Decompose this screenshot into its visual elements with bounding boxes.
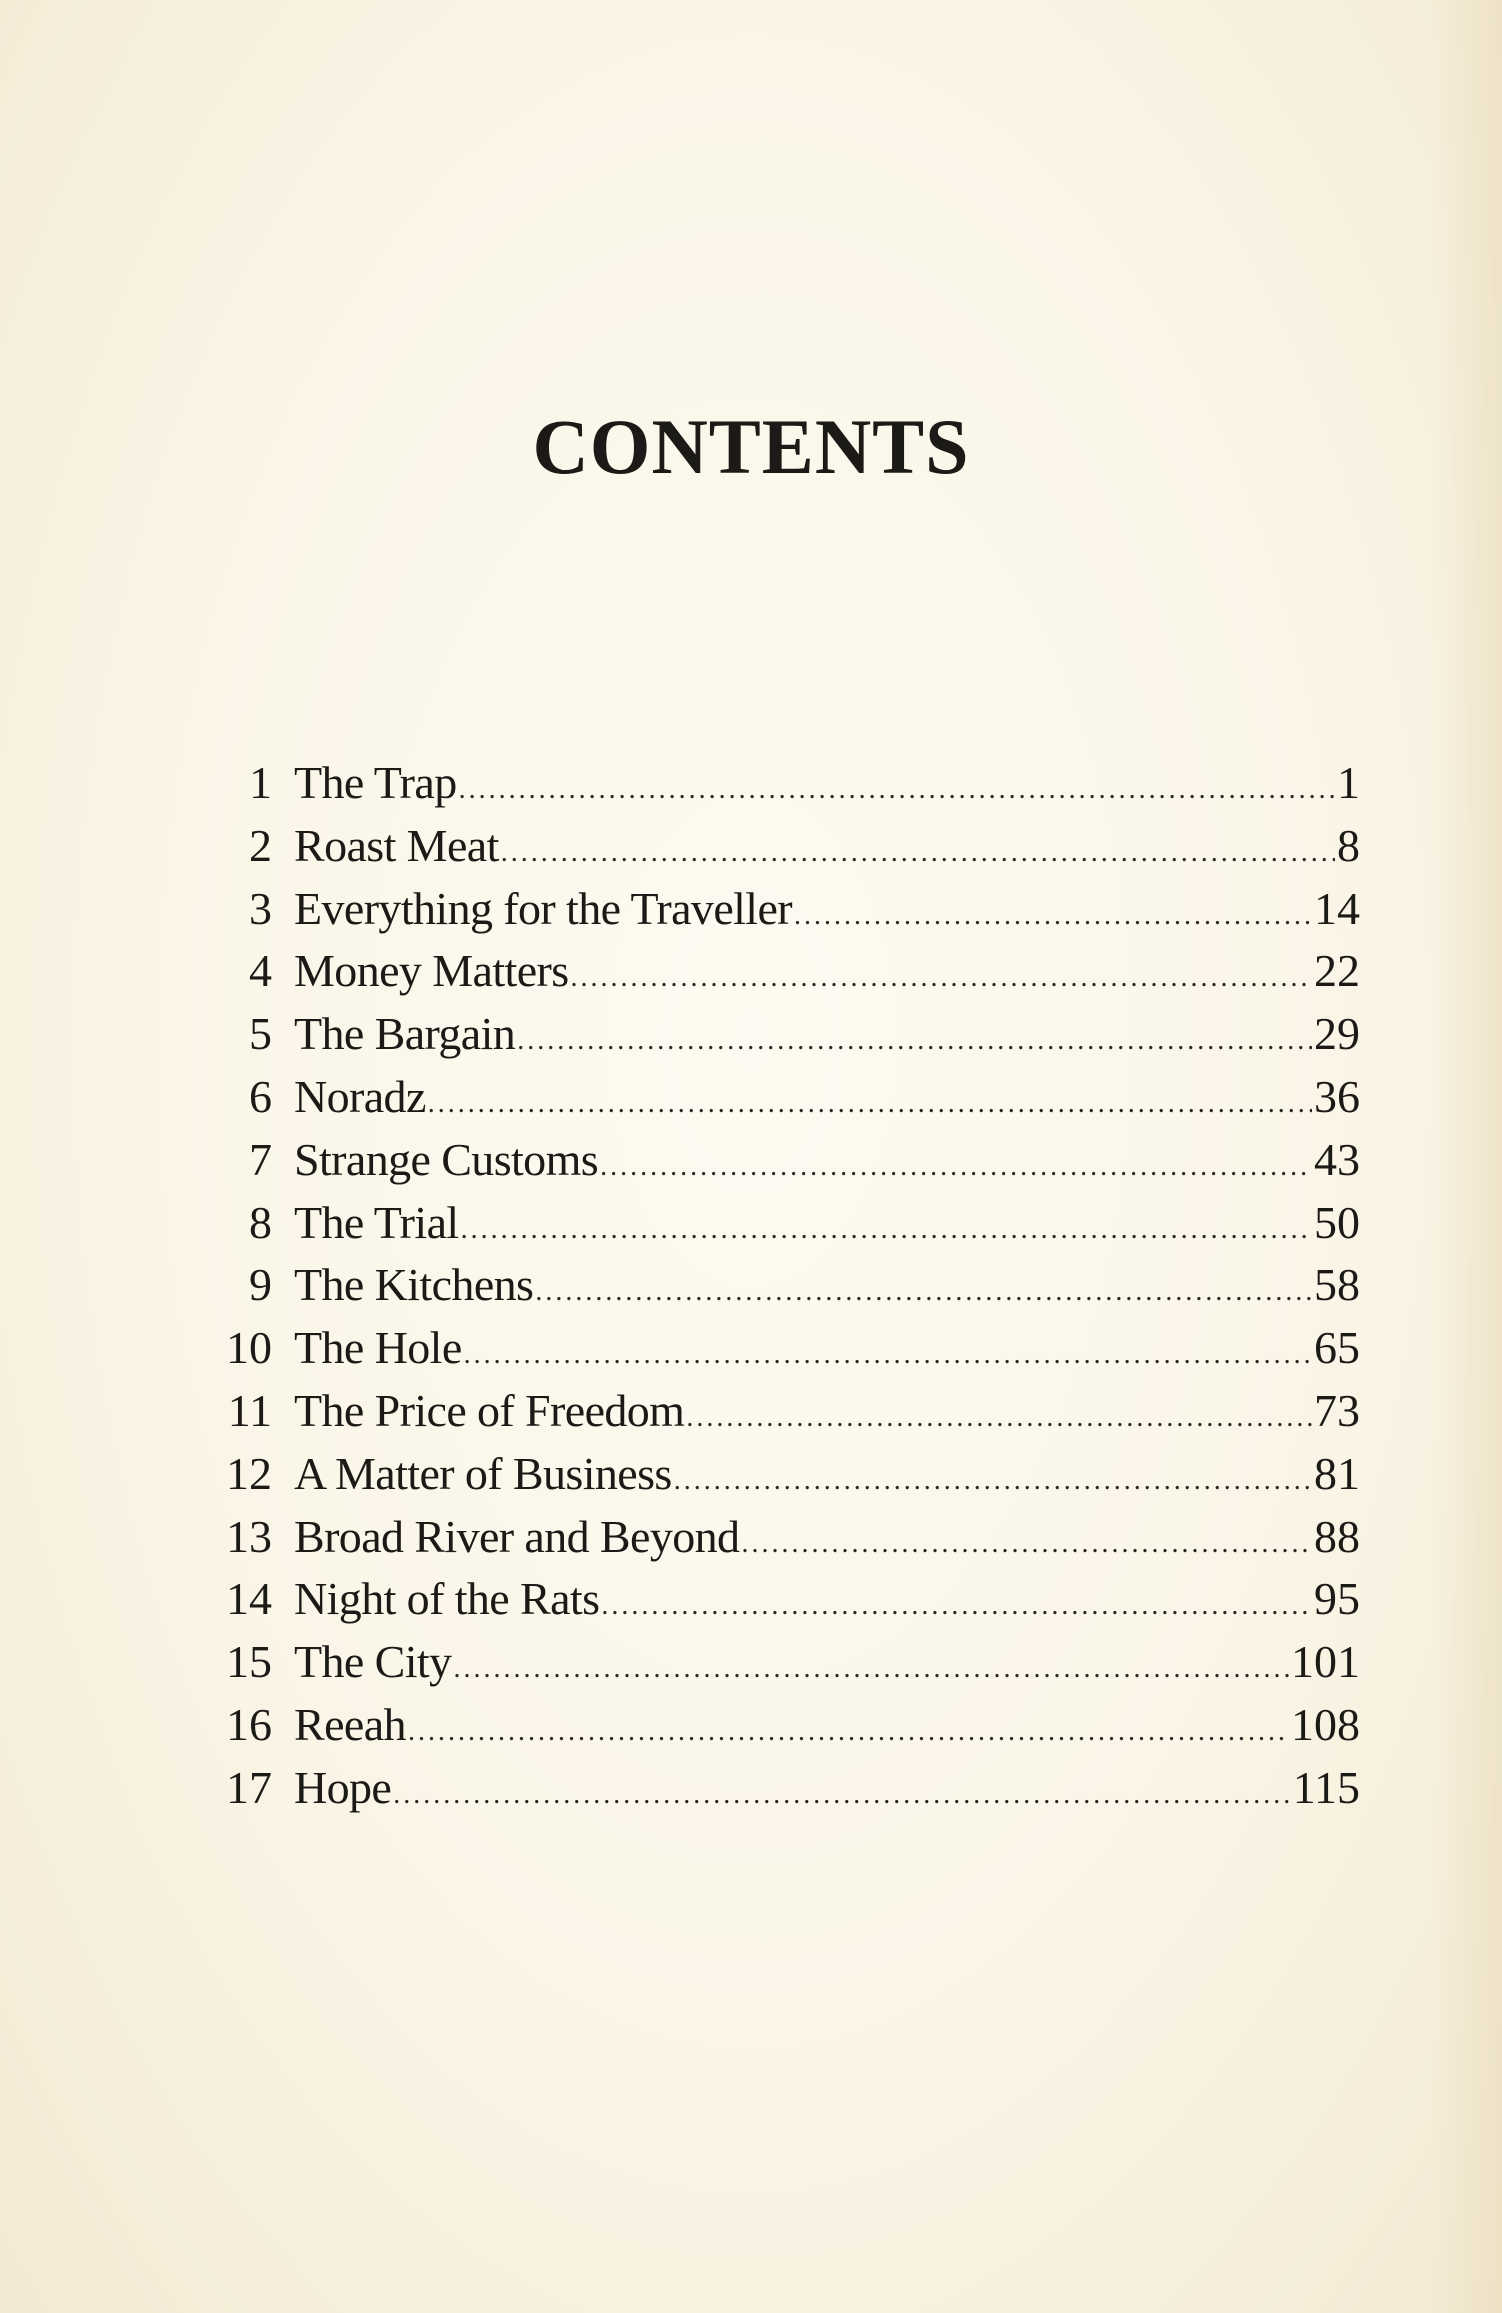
- toc-entry: [190, 1066, 1360, 1129]
- dot-leader: [535, 1261, 1312, 1324]
- toc-entry: [190, 1317, 1360, 1380]
- table-of-contents: [190, 752, 1360, 1820]
- chapter-number: 3: [249, 882, 272, 934]
- chapter-page-number: 65: [1314, 1322, 1360, 1374]
- chapter-title: The Trap: [294, 757, 457, 808]
- chapter-title: Money Matters: [294, 945, 569, 997]
- toc-entry: [190, 1192, 1360, 1255]
- dot-leader: [453, 1638, 1289, 1701]
- chapter-page-number: 50: [1314, 1196, 1360, 1248]
- chapter-title: Strange Customs: [294, 1133, 599, 1185]
- chapter-title: Night of the Rats: [294, 1573, 600, 1625]
- toc-entry: [190, 1254, 1360, 1317]
- chapter-title: Hope: [294, 1761, 392, 1813]
- dot-leader: [464, 1324, 1312, 1387]
- chapter-page-number: 108: [1291, 1698, 1360, 1750]
- dot-leader: [459, 759, 1335, 822]
- chapter-number: 13: [226, 1510, 272, 1562]
- chapter-page-number: 95: [1314, 1573, 1360, 1625]
- chapter-title: The Hole: [294, 1322, 462, 1374]
- chapter-page-number: 14: [1314, 882, 1360, 934]
- chapter-page-number: 36: [1314, 1070, 1360, 1122]
- toc-entry: [190, 878, 1360, 941]
- toc-entry: [190, 1380, 1360, 1443]
- dot-leader: [461, 1199, 1312, 1262]
- chapter-number: 16: [226, 1698, 272, 1750]
- chapter-number: 6: [249, 1070, 272, 1122]
- chapter-number: 7: [249, 1133, 272, 1185]
- chapter-page-number: 1: [1337, 757, 1360, 808]
- chapter-title: The City: [294, 1636, 452, 1688]
- chapter-title: Noradz: [294, 1070, 426, 1122]
- chapter-number: 2: [249, 819, 272, 871]
- toc-entry: [190, 1506, 1360, 1569]
- toc-entry: [190, 1631, 1360, 1694]
- chapter-number: 17: [226, 1761, 272, 1813]
- toc-entry: [190, 940, 1360, 1003]
- chapter-number: 1: [249, 757, 272, 808]
- chapter-page-number: 43: [1314, 1133, 1360, 1185]
- chapter-number: 10: [226, 1322, 272, 1374]
- chapter-page-number: 22: [1314, 945, 1360, 997]
- chapter-number: 5: [249, 1008, 272, 1060]
- dot-leader: [600, 1136, 1312, 1199]
- chapter-number: 4: [249, 945, 272, 997]
- chapter-number: 9: [249, 1259, 272, 1311]
- dot-leader: [794, 885, 1312, 948]
- chapter-title: Reeah: [294, 1698, 406, 1750]
- chapter-page-number: 115: [1292, 1761, 1360, 1813]
- chapter-title: The Trial: [294, 1196, 459, 1248]
- toc-entry: [190, 1003, 1360, 1066]
- chapter-number: 12: [226, 1447, 272, 1499]
- toc-entry: [190, 1443, 1360, 1506]
- dot-leader: [571, 947, 1312, 1010]
- chapter-number: 15: [226, 1636, 272, 1688]
- chapter-title: The Kitchens: [294, 1259, 534, 1311]
- dot-leader: [741, 1513, 1312, 1576]
- dot-leader: [686, 1387, 1312, 1450]
- toc-entry: [190, 1757, 1360, 1820]
- chapter-number: 11: [227, 1384, 272, 1436]
- chapter-page-number: 88: [1314, 1510, 1360, 1562]
- dot-leader: [601, 1575, 1312, 1638]
- toc-entry: [190, 1568, 1360, 1631]
- chapter-page-number: 8: [1337, 819, 1360, 871]
- dot-leader: [428, 1073, 1312, 1136]
- dot-leader: [517, 1010, 1312, 1073]
- chapter-number: 8: [249, 1196, 272, 1248]
- dot-leader: [501, 822, 1335, 885]
- page-edge-shadow: [1432, 0, 1502, 2313]
- chapter-title: Broad River and Beyond: [294, 1510, 740, 1562]
- toc-entry: [190, 752, 1360, 815]
- toc-entry: [190, 815, 1360, 878]
- chapter-title: Everything for the Traveller: [294, 882, 793, 934]
- chapter-title: Roast Meat: [294, 819, 499, 871]
- chapter-title: A Matter of Business: [294, 1447, 672, 1499]
- chapter-title: The Price of Freedom: [294, 1384, 685, 1436]
- dot-leader: [674, 1450, 1312, 1513]
- chapter-page-number: 81: [1314, 1447, 1360, 1499]
- dot-leader: [393, 1764, 1290, 1827]
- chapter-page-number: 101: [1291, 1636, 1360, 1688]
- page-title: CONTENTS: [532, 403, 970, 490]
- chapter-page-number: 29: [1314, 1008, 1360, 1060]
- chapter-number: 14: [226, 1573, 272, 1625]
- chapter-page-number: 58: [1314, 1259, 1360, 1311]
- chapter-title: The Bargain: [294, 1008, 516, 1060]
- chapter-page-number: 73: [1314, 1384, 1360, 1436]
- dot-leader: [408, 1701, 1289, 1764]
- toc-entry: [190, 1129, 1360, 1192]
- toc-entry: [190, 1694, 1360, 1757]
